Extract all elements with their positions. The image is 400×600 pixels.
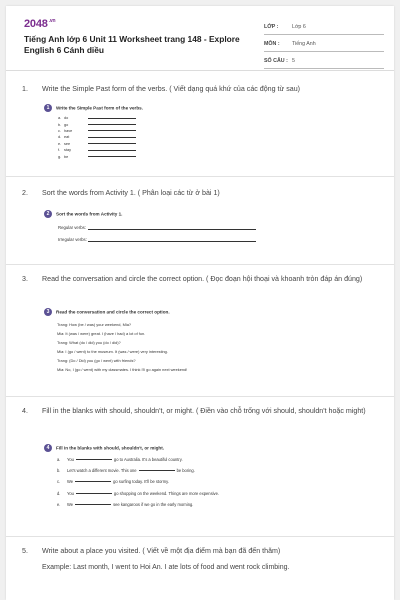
question-number: 3. bbox=[22, 275, 28, 283]
list-item: g. be bbox=[58, 153, 304, 159]
question-text: Fill in the blanks with should, shouldn't, or might. ( Điền vào chỗ trống với should, shouldn't hoặc might) bbox=[42, 407, 366, 415]
answer-blank[interactable] bbox=[88, 137, 136, 138]
meta-row-class bbox=[264, 20, 384, 35]
conversation-line: Trang: What (do / did) you (do / did)? bbox=[57, 340, 121, 345]
fill-list bbox=[44, 454, 304, 510]
answer-blank[interactable] bbox=[75, 481, 111, 482]
conversation-line: Mia: No, I (go / went) with my classmates. I think I'll go again next weekend! bbox=[57, 367, 188, 372]
answer-blank[interactable] bbox=[88, 229, 256, 230]
worksheet-page bbox=[6, 6, 394, 600]
question-5 bbox=[22, 546, 382, 557]
exercise-title: Read the conversation and circle the correct option. bbox=[56, 309, 170, 315]
exercise-card-3 bbox=[44, 308, 304, 374]
answer-blank[interactable] bbox=[88, 156, 136, 157]
question-text: Write the Simple Past form of the verbs. ( Viết dạng quá khứ của các động từ sau) bbox=[42, 85, 301, 93]
exercise-badge: 4 bbox=[44, 444, 52, 452]
list-item: a. do bbox=[58, 115, 304, 121]
answer-blank[interactable] bbox=[88, 118, 136, 119]
answer-blank[interactable] bbox=[76, 459, 112, 460]
list-item: c. have bbox=[58, 128, 304, 134]
regular-verbs-label: Regular verbs: bbox=[58, 225, 86, 230]
exercise-badge: 1 bbox=[44, 104, 52, 112]
answer-blank[interactable] bbox=[88, 130, 136, 131]
question-2 bbox=[22, 188, 382, 199]
answer-blank[interactable] bbox=[88, 150, 136, 151]
question-number: 1. bbox=[22, 85, 28, 93]
answer-blank[interactable] bbox=[88, 124, 136, 125]
question-number: 4. bbox=[22, 407, 28, 415]
list-item: b. Let's watch a different movie. This one be boring. bbox=[57, 468, 195, 474]
meta-value: 5 bbox=[292, 58, 295, 64]
meta-row-subject bbox=[264, 37, 384, 52]
answer-blank[interactable] bbox=[139, 470, 175, 471]
question-1 bbox=[22, 84, 382, 95]
conversation-line: Mia: I (go / went) to the museum. It (was / were) very interesting. bbox=[57, 349, 168, 354]
conversation-line: Trang: (Do / Did) you (go / went) with friends? bbox=[57, 358, 136, 363]
list-item: c. We go surfing today. It'll be stormy. bbox=[57, 479, 169, 485]
meta-value: Tiếng Anh bbox=[292, 41, 316, 47]
conversation-line: Trang: How (be / was) your weekend, Mia? bbox=[57, 322, 132, 327]
list-item: f. stay bbox=[58, 147, 304, 153]
worksheet-header bbox=[16, 14, 384, 68]
section-divider bbox=[6, 536, 394, 537]
header-divider bbox=[6, 70, 394, 71]
list-item: d. eat bbox=[58, 134, 304, 140]
meta-key: MÔN : bbox=[264, 41, 280, 47]
exercise-card-1 bbox=[44, 104, 304, 160]
regular-verbs-row bbox=[58, 225, 304, 230]
list-item: d. You go shopping on the weekend. Things are more expensive. bbox=[57, 490, 219, 496]
irregular-verbs-label: Irregular verbs: bbox=[58, 237, 87, 242]
exercise-card-2 bbox=[44, 210, 304, 242]
answer-blank[interactable] bbox=[88, 143, 136, 144]
question-3 bbox=[22, 274, 382, 285]
question-number: 5. bbox=[22, 547, 28, 555]
question-text: Sort the words from Activity 1. ( Phân loại các từ ở bài 1) bbox=[42, 189, 220, 197]
answer-blank[interactable] bbox=[88, 241, 256, 242]
meta-panel bbox=[264, 20, 384, 71]
question-4 bbox=[22, 406, 382, 417]
meta-value: Lớp 6 bbox=[292, 24, 306, 30]
page-title: Tiếng Anh lớp 6 Unit 11 Worksheet trang 148 - Explore English 6 Cánh diều bbox=[24, 34, 240, 55]
answer-blank[interactable] bbox=[75, 504, 111, 505]
question-text: Write about a place you visited. ( Viết về một địa điểm mà bạn đã đến thăm) bbox=[42, 547, 281, 555]
list-item: a. You go to Australia. It's a beautiful country. bbox=[57, 457, 183, 463]
exercise-card-4 bbox=[44, 444, 304, 510]
exercise-title: Fill in the blanks with should, shouldn't, or might. bbox=[56, 445, 165, 451]
exercise-title: Sort the words from Activity 1. bbox=[56, 211, 123, 217]
meta-row-question-count bbox=[264, 54, 384, 69]
conversation-line: Mia: It (was / were) great. I (have / had) a lot of fun. bbox=[57, 331, 146, 336]
section-divider bbox=[6, 396, 394, 397]
meta-key: LỚP : bbox=[264, 24, 279, 30]
verb-list bbox=[58, 115, 304, 160]
list-item: e. see bbox=[58, 141, 304, 147]
meta-key: SỐ CÂU : bbox=[264, 58, 288, 64]
site-logo[interactable]: $2048^{.vn}$ bbox=[24, 18, 56, 30]
exercise-title: Write the Simple Past form of the verbs. bbox=[56, 105, 143, 111]
answer-blank[interactable] bbox=[76, 493, 112, 494]
irregular-verbs-row bbox=[58, 237, 304, 242]
list-item: b. go bbox=[58, 121, 304, 127]
exercise-badge: 2 bbox=[44, 210, 52, 218]
question-text: Read the conversation and circle the correct option. ( Đọc đoạn hội thoại và khoanh tròn đáp án đúng) bbox=[42, 275, 363, 283]
section-divider bbox=[6, 264, 394, 265]
question-number: 2. bbox=[22, 189, 28, 197]
list-item: e. We see kangaroos if we go in the early morning. bbox=[57, 501, 194, 507]
section-divider bbox=[6, 176, 394, 177]
conversation bbox=[57, 320, 304, 374]
example-text: Example: Last month, I went to Hoi An. I ate lots of food and went rock climbing. bbox=[42, 564, 290, 571]
exercise-badge: 3 bbox=[44, 308, 52, 316]
